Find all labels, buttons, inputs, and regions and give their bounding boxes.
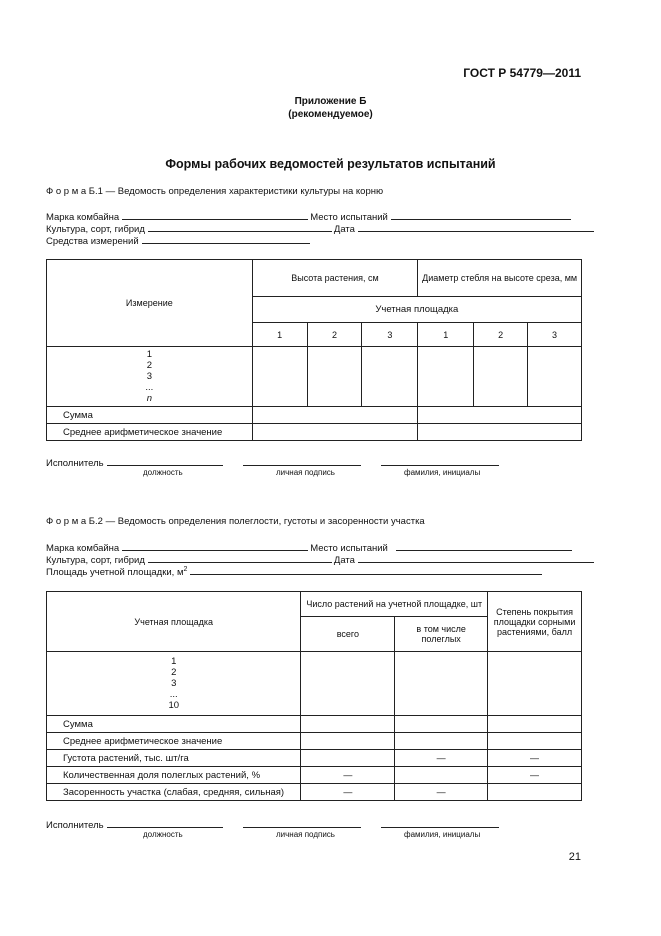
form1-cap-position: должность <box>143 468 183 477</box>
form2-blank-culture[interactable] <box>148 553 332 563</box>
form2-cap-sign: личная подпись <box>276 830 335 839</box>
form1-blank-combine[interactable] <box>122 210 308 220</box>
form2-rownum-2: 2 <box>171 667 177 678</box>
cell[interactable] <box>395 716 488 733</box>
cell[interactable] <box>395 652 488 716</box>
form1-sub-4: 1 <box>418 323 474 347</box>
form1-col-diameter: Диаметр стебля на высоте среза, мм <box>418 260 582 297</box>
form1-executor: Исполнитель <box>46 458 104 469</box>
form2-caption <box>46 516 425 527</box>
form1-blank-sign[interactable] <box>243 456 361 466</box>
form2-blank-sign[interactable] <box>243 818 361 828</box>
form2-rownum-5: 10 <box>168 700 180 711</box>
form2-blank-name[interactable] <box>381 818 499 828</box>
cell[interactable] <box>418 407 582 424</box>
form2-blank-combine[interactable] <box>122 541 308 551</box>
cell[interactable] <box>307 347 362 407</box>
form2-field-combine: Марка комбайна <box>46 543 120 554</box>
cell[interactable] <box>395 733 488 750</box>
form1-row-numbers <box>47 347 253 407</box>
form2-blank-area[interactable] <box>190 565 542 575</box>
appendix-subtitle: (рекомендуемое) <box>288 109 373 120</box>
form2-row-weed: Засоренность участка (слабая, средняя, сильная) <box>47 784 301 801</box>
form2-row-density: Густота растений, тыс. шт/га <box>47 750 301 767</box>
form1-field-culture: Культура, сорт, гибрид <box>46 224 145 235</box>
cell[interactable] <box>488 716 582 733</box>
cell[interactable] <box>252 347 307 407</box>
form1-cap-sign: личная подпись <box>276 468 335 477</box>
form2-blank-date[interactable] <box>358 553 594 563</box>
form1-field-date: Дата <box>333 224 355 235</box>
form2-col-lodged: в том числе полеглых <box>395 617 488 652</box>
form1-row-sum: Сумма <box>47 407 253 424</box>
cell[interactable] <box>362 347 418 407</box>
form2-blank-position[interactable] <box>107 818 223 828</box>
cell[interactable] <box>488 733 582 750</box>
form2-col-count: Число растений на учетной площадке, шт <box>301 592 488 617</box>
form2-col-weed: Степень покрытия площадки сорными растениями, балл <box>488 592 582 652</box>
form1-sub-2: 2 <box>307 323 362 347</box>
form1-cap-name: фамилия, инициалы <box>404 468 481 477</box>
form1-sub-5: 2 <box>474 323 528 347</box>
form1-col-measure: Измерение <box>47 260 253 347</box>
form2-row-mean: Среднее арифметическое значение <box>47 733 301 750</box>
form2-field-area-sup: 2 <box>183 565 188 573</box>
cell[interactable] <box>395 767 488 784</box>
cell[interactable] <box>301 733 395 750</box>
form1-rownum-3: 3 <box>146 371 152 382</box>
form1-blank-name[interactable] <box>381 456 499 466</box>
appendix-title: Приложение Б <box>294 96 367 107</box>
form2-table <box>46 591 582 801</box>
dash-cell: — <box>395 750 488 767</box>
doc-code: ГОСТ Р 54779—2011 <box>463 66 581 80</box>
cell[interactable] <box>488 652 582 716</box>
form2-cap-name: фамилия, инициалы <box>404 830 481 839</box>
cell[interactable] <box>474 347 528 407</box>
dash-cell: — <box>395 784 488 801</box>
cell[interactable] <box>528 347 582 407</box>
form1-sub-3: 3 <box>362 323 418 347</box>
form2-field-culture: Культура, сорт, гибрид <box>46 555 145 566</box>
form1-table <box>46 259 582 441</box>
form2-field-area: Площадь учетной площадки, м <box>46 567 184 578</box>
form1-label: Ф о р м а Б.1 <box>46 186 103 197</box>
form2-row-lodged: Количественная доля полеглых растений, % <box>47 767 301 784</box>
form1-caption-text: — Ведомость определения характеристики культуры на корню <box>102 186 384 197</box>
form1-sub-1: 1 <box>252 323 307 347</box>
form1-sub-6: 3 <box>528 323 582 347</box>
cell[interactable] <box>418 424 582 441</box>
form2-rownum-4: ... <box>169 689 178 700</box>
form1-line-instruments <box>46 234 312 247</box>
dash-cell: — <box>488 750 582 767</box>
cell[interactable] <box>301 716 395 733</box>
cell[interactable] <box>418 347 474 407</box>
form1-field-combine: Марка комбайна <box>46 212 120 223</box>
cell[interactable] <box>252 407 418 424</box>
form1-blank-instruments[interactable] <box>142 234 310 244</box>
cell[interactable] <box>252 424 418 441</box>
form1-blank-place[interactable] <box>391 210 571 220</box>
cell[interactable] <box>301 652 395 716</box>
form1-blank-culture[interactable] <box>148 222 332 232</box>
form1-rownum-1: 1 <box>146 349 152 360</box>
form1-rownum-5: n <box>146 393 152 404</box>
form2-field-place: Место испытаний <box>310 543 388 554</box>
dash-cell: — <box>488 767 582 784</box>
form1-rownum-2: 2 <box>146 360 152 371</box>
page-number: 21 <box>568 851 581 863</box>
form2-label: Ф о р м а Б.2 <box>46 516 103 527</box>
section-title: Формы рабочих ведомостей результатов испытаний <box>165 157 496 171</box>
form2-line-area <box>46 565 544 578</box>
form2-rownum-1: 1 <box>171 656 177 667</box>
dash-cell: — <box>301 767 395 784</box>
form1-col-plot: Учетная площадка <box>252 297 581 323</box>
form1-field-instruments: Средства измерений <box>46 236 139 247</box>
form2-col-total: всего <box>301 617 395 652</box>
form1-blank-position[interactable] <box>107 456 223 466</box>
form2-caption-text: — Ведомость определения полеглости, густоты и засоренности участка <box>102 516 425 527</box>
form2-row-sum: Сумма <box>47 716 301 733</box>
form2-cap-position: должность <box>143 830 183 839</box>
form1-col-height: Высота растения, см <box>252 260 418 297</box>
cell[interactable] <box>488 784 582 801</box>
cell[interactable] <box>301 750 395 767</box>
form1-rownum-4: ... <box>145 382 154 393</box>
form2-field-date: Дата <box>333 555 355 566</box>
form2-row-numbers <box>47 652 301 716</box>
form1-caption <box>46 186 383 197</box>
form2-blank-place[interactable] <box>396 541 572 551</box>
form2-executor: Исполнитель <box>46 820 104 831</box>
form2-rownum-3: 3 <box>171 678 177 689</box>
form1-row-mean: Среднее арифметическое значение <box>47 424 253 441</box>
form1-blank-date[interactable] <box>358 222 594 232</box>
form1-field-place: Место испытаний <box>310 212 388 223</box>
form2-col-plot: Учетная площадка <box>47 592 301 652</box>
dash-cell: — <box>301 784 395 801</box>
